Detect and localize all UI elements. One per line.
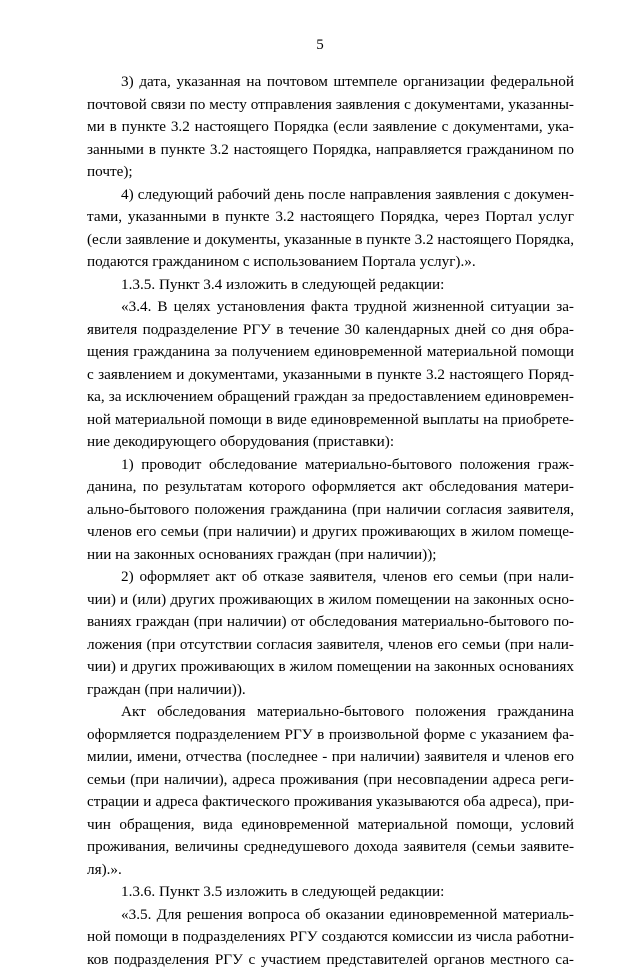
text-line: чии) и других проживающих в жилом помещении на законных основаниях — [87, 656, 574, 679]
text-line: чии) и (или) других проживающих в жилом помещении на законных осно- — [87, 589, 574, 612]
text-line: 4) следующий рабочий день после направления заявления с докумен- — [87, 184, 574, 207]
text-line: тами, указанными в пункте 3.2 настоящего Порядка, через Портал услуг — [87, 206, 574, 229]
text-line: Акт обследования материально-бытового положения гражданина — [87, 701, 574, 724]
document-body — [87, 71, 574, 971]
text-line: оформляется подразделением РГУ в произвольной форме с указанием фа- — [87, 724, 574, 747]
text-line: (если заявление и документы, указанные в пункте 3.2 настоящего Порядка, — [87, 229, 574, 252]
text-line: щения гражданина за получением единовременной материальной помощи — [87, 341, 574, 364]
text-line: 3) дата, указанная на почтовом штемпеле организации федеральной — [87, 71, 574, 94]
page-number: 5 — [0, 36, 640, 54]
text-line: милии, имени, отчества (последнее - при наличии) заявителя и членов его — [87, 746, 574, 769]
text-line: ваниях граждан (при наличии) от обследования материально-бытового по- — [87, 611, 574, 634]
text-line: ной материальной помощи в виде единовременной выплаты на приобрете- — [87, 409, 574, 432]
text-line: 1.3.5. Пункт 3.4 изложить в следующей редакции: — [87, 274, 574, 297]
text-line: 2) оформляет акт об отказе заявителя, членов его семьи (при нали- — [87, 566, 574, 589]
text-line: страции и адреса фактического проживания указываются оба адреса), при- — [87, 791, 574, 814]
text-line: данина, по результатам которого оформляется акт обследования матери- — [87, 476, 574, 499]
text-line: ка, за исключением обращений граждан за предоставлением единовремен- — [87, 386, 574, 409]
text-line: 1) проводит обследование материально-бытового положения граж- — [87, 454, 574, 477]
text-line: чин обращения, вида единовременной материальной помощи, условий — [87, 814, 574, 837]
text-line: «3.4. В целях установления факта трудной жизненной ситуации за- — [87, 296, 574, 319]
text-line: граждан (при наличии)). — [87, 679, 574, 702]
text-line: явителя подразделение РГУ в течение 30 календарных дней со дня обра- — [87, 319, 574, 342]
text-line: нии на законных основаниях граждан (при наличии)); — [87, 544, 574, 567]
text-line: ля).». — [87, 859, 574, 882]
text-line: 1.3.6. Пункт 3.5 изложить в следующей редакции: — [87, 881, 574, 904]
text-line: проживания, величины среднедушевого дохода заявителя (семьи заявите- — [87, 836, 574, 859]
text-line: ложения (при отсутствии согласия заявителя, членов его семьи (при нали- — [87, 634, 574, 657]
text-line: почтовой связи по месту отправления заявления с документами, указанны- — [87, 94, 574, 117]
text-line: семьи (при наличии), адреса проживания (при несовпадении адреса реги- — [87, 769, 574, 792]
text-line: занными в пункте 3.2 настоящего Порядка, направляется гражданином по — [87, 139, 574, 162]
text-line: ми в пункте 3.2 настоящего Порядка (если заявление с документами, ука- — [87, 116, 574, 139]
text-line: подаются гражданином с использованием Портала услуг).». — [87, 251, 574, 274]
text-line: ной помощи в подразделениях РГУ создаются комиссии из числа работни- — [87, 926, 574, 949]
text-line: «3.5. Для решения вопроса об оказании единовременной материаль- — [87, 904, 574, 927]
text-line: почте); — [87, 161, 574, 184]
text-line: членов его семьи (при наличии) и других проживающих в жилом помеще- — [87, 521, 574, 544]
text-line: ние декодирующего оборудования (приставки): — [87, 431, 574, 454]
text-line: с заявлением и документами, указанными в пункте 3.2 настоящего Поряд- — [87, 364, 574, 387]
text-line: ков подразделения РГУ с участием представителей органов местного са- — [87, 949, 574, 971]
text-line: ально-бытового положения гражданина (при наличии согласия заявителя, — [87, 499, 574, 522]
